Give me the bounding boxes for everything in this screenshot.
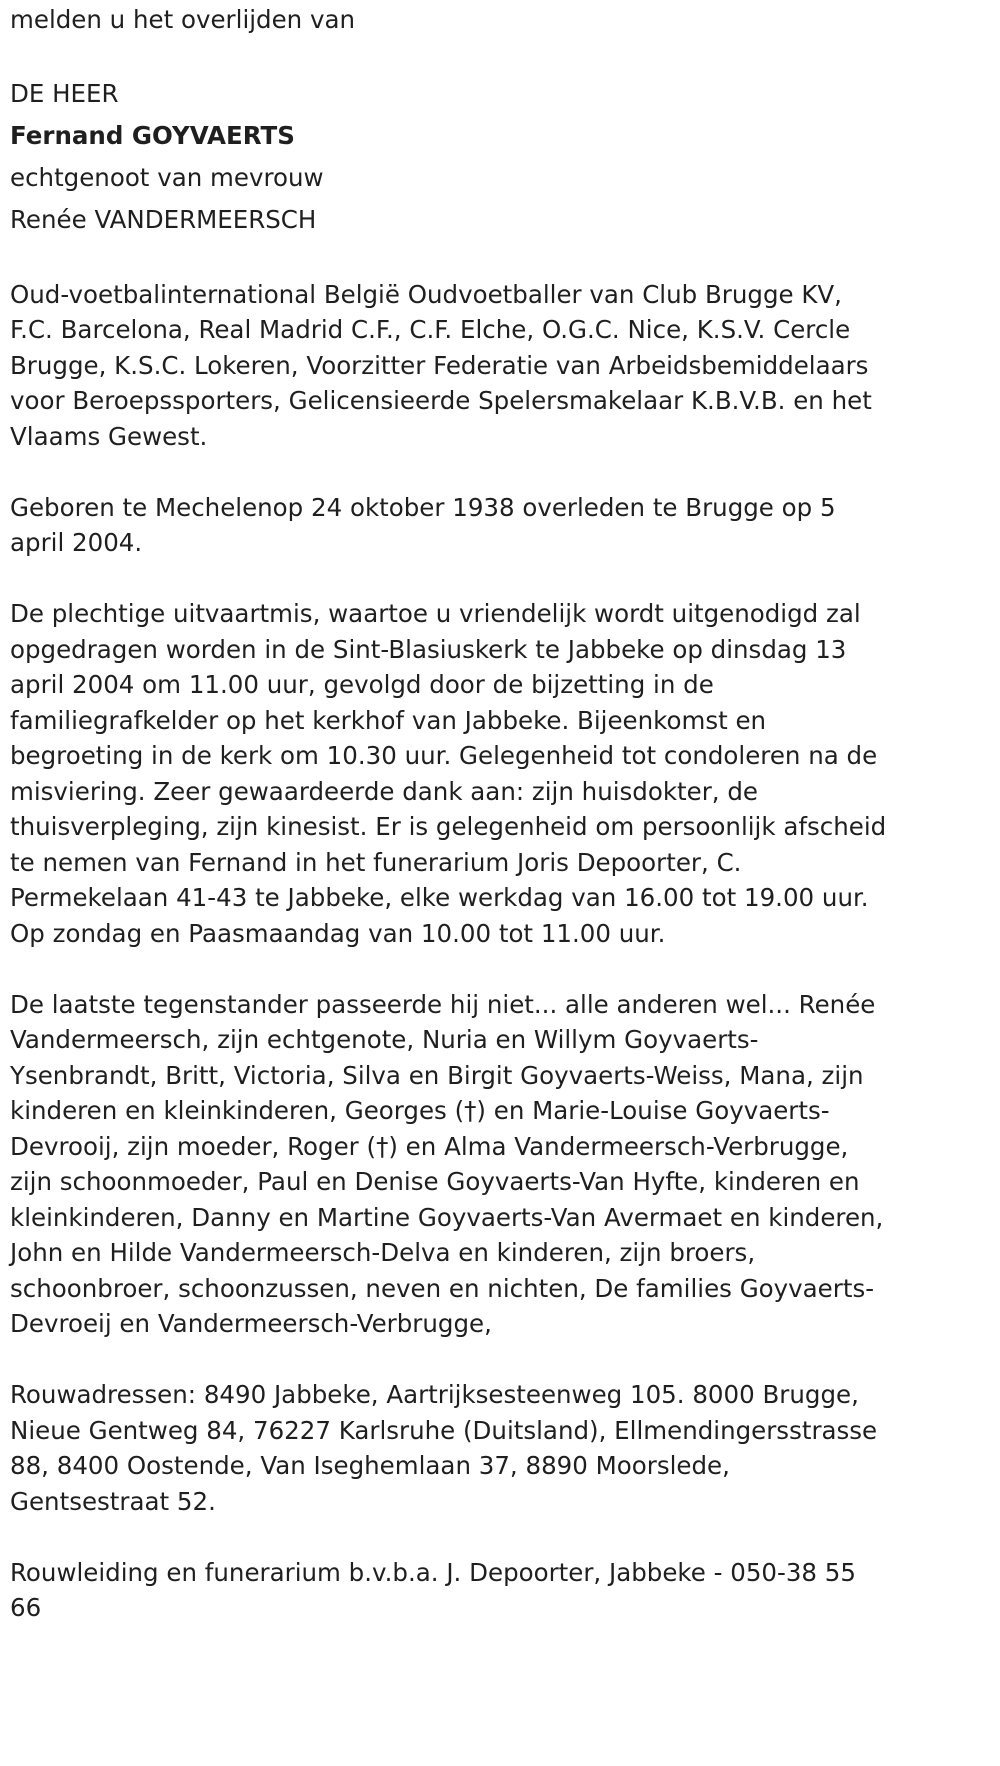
spouse-label: echtgenoot van mevrouw — [10, 163, 324, 192]
family-paragraph: De laatste tegenstander passeerde hij niet... alle anderen wel... Renée Vandermeersch, zijn echtgenote, Nuria en Willym Goyvaerts-Ysenbrandt, Britt, Victoria, Silva en Birgit Goyvaerts-Weiss, Mana, zijn kinderen en kleinkinderen, Georges (†) en Marie-Louise Goyvaerts-Devrooij, zijn moeder, Roger (†) en Alma Vandermeersch-Verbrugge, zijn schoonmoeder, Paul en Denise Goyvaerts-Van Hyfte, kinderen en kleinkinderen, Danny en Martine Goyvaerts-Van Avermaet en kinderen, John en Hilde Vandermeersch-Delva en kinderen, zijn broers, schoonbroer, schoonzussen, neven en nichten, De families Goyvaerts-Devroeij en Vandermeersch-Verbrugge, — [10, 989, 884, 1338]
deceased-name: Fernand GOYVAERTS — [10, 121, 295, 150]
birth-death-paragraph: Geboren te Mechelenop 24 oktober 1938 overleden te Brugge op 5 april 2004. — [10, 492, 836, 557]
funeral-paragraph: De plechtige uitvaartmis, waartoe u vriendelijk wordt uitgenodigd zal opgedragen worden in de Sint-Blasiuskerk te Jabbeke op dinsdag 13 april 2004 om 11.00 uur, gevolgd door de bijzetting in de familiegrafkelder op het kerkhof van Jabbeke. Bijeenkomst en begroeting in de kerk om 10.30 uur. Gelegenheid tot condoleren na de misviering. Zeer gewaardeerde dank aan: zijn huisdokter, de thuisverpleging, zijn kinesist. Er is gelegenheid om persoonlijk afscheid te nemen van Fernand in het funerarium Joris Depoorter, C. Permekelaan 41-43 te Jabbeke, elke werkdag van 16.00 tot 19.00 uur. Op zondag en Paasmaandag van 10.00 tot 11.00 uur. — [10, 599, 887, 948]
career-paragraph: Oud-voetbalinternational België Oudvoetballer van Club Brugge KV, F.C. Barcelona, Real Madrid C.F., C.F. Elche, O.G.C. Nice, K.S.V. Cercle Brugge, K.S.C. Lokeren, Voorzitter Federatie van Arbeidsbemiddelaars voor Beroepssporters, Gelicensieerde Spelersmakelaar K.B.V.B. en het Vlaams Gewest. — [10, 279, 872, 451]
undertaker-line: Rouwleiding en funerarium b.v.b.a. J. Depoorter, Jabbeke - 050-38 55 66 — [10, 1557, 856, 1622]
addresses-paragraph: Rouwadressen: 8490 Jabbeke, Aartrijksesteenweg 105. 8000 Brugge, Nieue Gentweg 84, 76227 Karlsruhe (Duitsland), Ellmendingersstrasse 88, 8400 Oostende, Van Iseghemlaan 37, 8890 Moorslede, Gentsestraat 52. — [10, 1380, 878, 1516]
spouse-name: Renée VANDERMEERSCH — [10, 205, 317, 234]
honorific-title: DE HEER — [10, 79, 119, 108]
intro-text: melden u het overlijden van — [10, 5, 356, 34]
